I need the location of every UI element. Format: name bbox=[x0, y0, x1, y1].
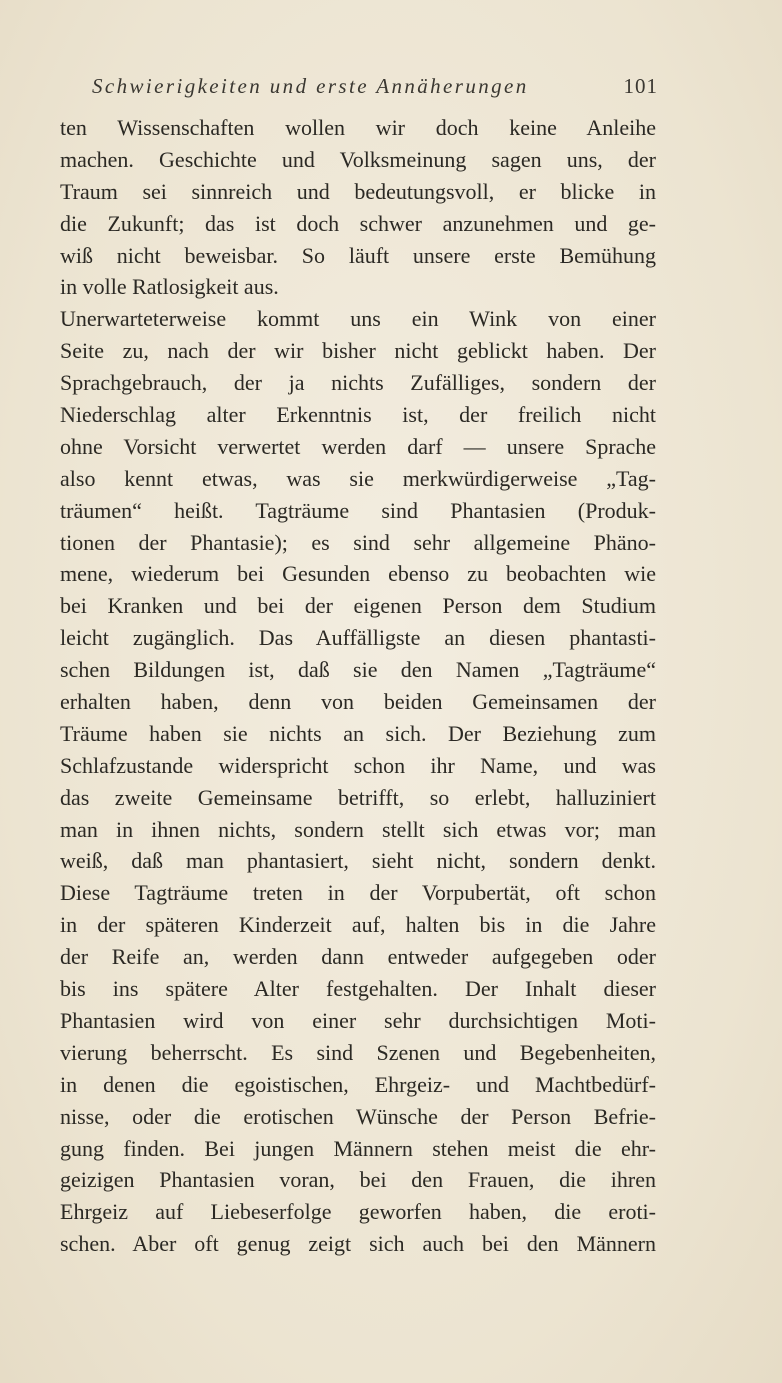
text-line: Schlafzustande widerspricht schon ihr Name, und was bbox=[60, 752, 656, 778]
text-line: mene, wiederum bei Gesunden ebenso zu beobachten wie bbox=[60, 561, 656, 587]
text-line: ten Wissenschaften wollen wir doch keine Anleihe bbox=[60, 115, 656, 140]
text-line: bis ins spätere Alter festgehalten. Der Inhalt dieser bbox=[60, 976, 656, 1002]
body-text bbox=[60, 112, 656, 1260]
text-line: wiß nicht beweisbar. So läuft unsere erste Bemühung bbox=[60, 242, 656, 268]
text-line: das zweite Gemeinsame betrifft, so erlebt, halluziniert bbox=[60, 784, 656, 810]
page-number: 101 bbox=[623, 74, 658, 98]
text-line: also kennt etwas, was sie merkwürdigerweise „Tag- bbox=[60, 465, 656, 491]
text-line: nisse, oder die erotischen Wünsche der Person Befrie- bbox=[60, 1103, 656, 1129]
text-line: tionen der Phantasie); es sind sehr allgemeine Phäno- bbox=[60, 529, 656, 555]
text-line: gung finden. Bei jungen Männern stehen meist die ehr- bbox=[60, 1135, 656, 1161]
text-line: Sprachgebrauch, der ja nichts Zufälliges, sondern der bbox=[60, 370, 656, 396]
running-head bbox=[92, 74, 658, 102]
text-line: Unerwarteterweise kommt uns ein Wink von einer bbox=[60, 306, 656, 332]
text-line: machen. Geschichte und Volksmeinung sagen uns, der bbox=[60, 146, 656, 172]
text-line: in volle Ratlosigkeit aus. bbox=[60, 274, 279, 300]
text-line: erhalten haben, denn von beiden Gemeinsamen der bbox=[60, 689, 656, 715]
text-line: vierung beherrscht. Es sind Szenen und Begebenheiten, bbox=[60, 1039, 656, 1065]
text-line: schen. Aber oft genug zeigt sich auch bei den Männern bbox=[60, 1231, 656, 1257]
text-line: in denen die egoistischen, Ehrgeiz- und Machtbedürf- bbox=[60, 1071, 656, 1097]
text-line: Ehrgeiz auf Liebeserfolge geworfen haben, die eroti- bbox=[60, 1199, 656, 1225]
text-line: weiß, daß man phantasiert, sieht nicht, sondern denkt. bbox=[60, 848, 656, 874]
text-line: schen Bildungen ist, daß sie den Namen „Tagträume“ bbox=[60, 657, 656, 683]
text-line: Niederschlag alter Erkenntnis ist, der freilich nicht bbox=[60, 402, 656, 428]
text-line: Diese Tagträume treten in der Vorpubertät, oft schon bbox=[60, 880, 656, 906]
text-line: ohne Vorsicht verwertet werden darf — unsere Sprache bbox=[60, 433, 656, 459]
text-line: Traum sei sinnreich und bedeutungsvoll, er blicke in bbox=[60, 178, 656, 204]
text-line: man in ihnen nichts, sondern stellt sich etwas vor; man bbox=[60, 816, 656, 842]
text-line: die Zukunft; das ist doch schwer anzunehmen und ge- bbox=[60, 210, 656, 236]
text-line: geizigen Phantasien voran, bei den Frauen, die ihren bbox=[60, 1167, 656, 1193]
text-line: Phantasien wird von einer sehr durchsichtigen Moti- bbox=[60, 1007, 656, 1033]
text-line: träumen“ heißt. Tagträume sind Phantasien (Produk- bbox=[60, 497, 656, 523]
text-line: Träume haben sie nichts an sich. Der Beziehung zum bbox=[60, 720, 656, 746]
text-line: der Reife an, werden dann entweder aufgegeben oder bbox=[60, 944, 656, 970]
running-title: Schwierigkeiten und erste Annäherungen bbox=[92, 74, 529, 98]
text-line: bei Kranken und bei der eigenen Person dem Studium bbox=[60, 593, 656, 619]
text-line: leicht zugänglich. Das Auffälligste an diesen phantasti- bbox=[60, 625, 656, 651]
text-line: in der späteren Kinderzeit auf, halten bis in die Jahre bbox=[60, 912, 656, 938]
text-line: Seite zu, nach der wir bisher nicht geblickt haben. Der bbox=[60, 338, 656, 364]
